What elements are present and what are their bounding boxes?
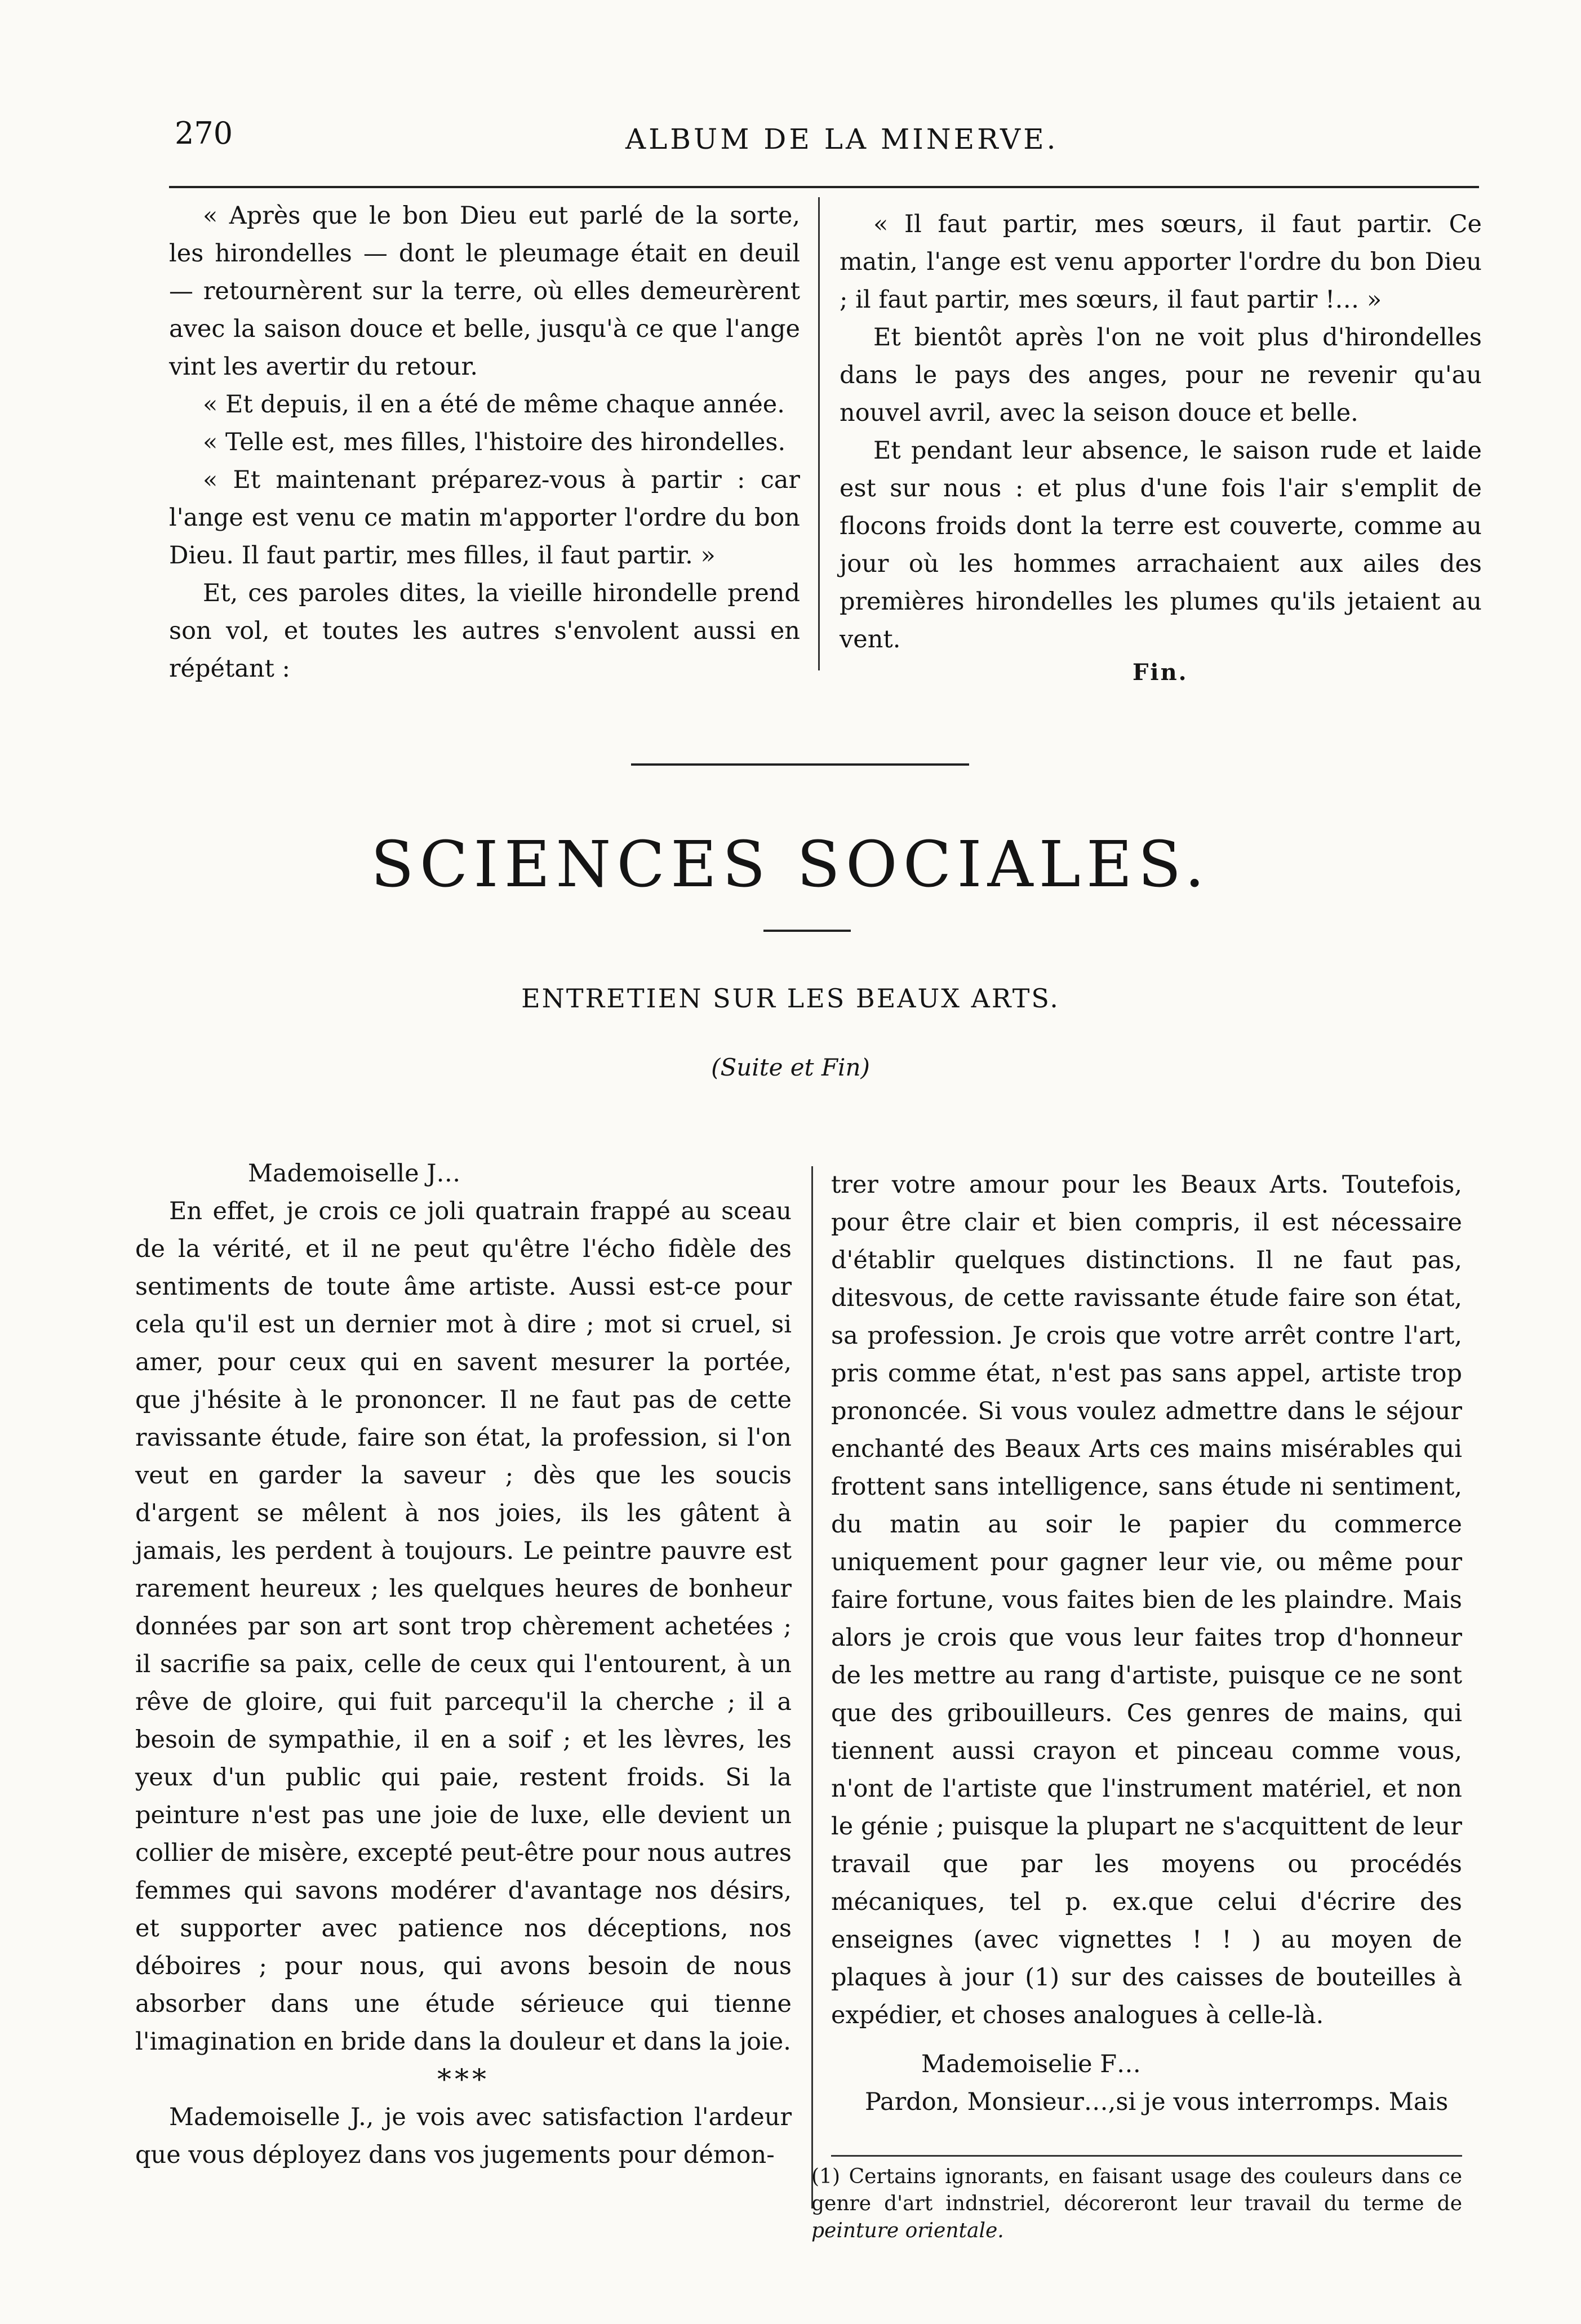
dialogue-paragraph: En effet, je crois ce joli quatrain frappé au sceau de la vérité, et il ne peut qu'être l'écho fidèle des sentiments de toute âme artiste. Aussi est-ce pour cela qu'il est un dernier mot à dire ; mot si cruel, si amer, pour ceux qui en savent mesurer la portée, que j'hésite à le prononcer. Il ne faut pas de cette ravissante étude, faire son état, la profession, si l'on veut en garder la saveur ; dès que les soucis d'argent se mêlent à nos joies, ils les gâtent à jamais, les perdent à toujours. Le peintre pauvre est rarement heureux ; les quelques heures de bonheur données par son art sont trop chèrement achetées ; il sacrifie sa paix, celle de ceux qui l'entourent, à un rêve de gloire, qui fuit parcequ'il la cherche ; il a besoin de sympathie, il en a soif ; et les lèvres, les yeux d'un public qui paie, restent froids. Si la peinture n'est pas une joie de luxe, elle devient un collier de misère, excepté peut-être pour nous autres femmes qui savons modérer d'avantage nos désirs, et supporter avec patience nos déceptions, nos déboires ; pour nous, qui avons besoin de nous absorber dans une étude sérieuce qui tienne l'imagination en bride dans la douleur et dans la joie. [135, 1197, 792, 2056]
story-paragraph: « Et depuis, il en a été de même chaque année. [203, 390, 785, 419]
column-divider [818, 197, 820, 670]
fin-label: Fin. [1133, 659, 1188, 686]
story-paragraph: « Et maintenant préparez-vous à partir : car l'ange est venu ce matin m'apporter l'ordre du bon Dieu. Il faut partir, mes filles, il faut partir. » [169, 466, 800, 570]
footnote [811, 2163, 1462, 2245]
story-right-column [840, 206, 1482, 659]
story-paragraph: Et bientôt après l'on ne voit plus d'hirondelles dans le pays des anges, pour ne revenir qu'au nouvel avril, avec la seison douce et belle. [840, 323, 1482, 427]
article-subtitle: ENTRETIEN SUR LES BEAUX ARTS. [521, 983, 1060, 1014]
suite-note: (Suite et Fin) [711, 1054, 870, 1081]
speaker-name: Mademoiselie F… [921, 2050, 1142, 2078]
dialogue-left-column [135, 1155, 792, 2174]
section-separator [631, 763, 969, 766]
section-title: SCIENCES SOCIALES. [370, 828, 1211, 901]
header-rule [169, 186, 1479, 188]
speaker-name: Mademoiselle J… [248, 1159, 461, 1188]
running-title: ALBUM DE LA MINERVE. [625, 123, 1059, 155]
story-paragraph: Et pendant leur absence, le saison rude et laide est sur nous : et plus d'une fois l'air s'emplit de flocons froids dont la terre est couverte, comme au jour où les hommes arrachaient aux ailes des premières hirondelles les plumes qu'ils jetaient au vent. [840, 437, 1482, 654]
story-paragraph: « Après que le bon Dieu eut parlé de la sorte, les hirondelles — dont le pleumage était en deuil — retournèrent sur la terre, où elles demeurèrent avec la saison douce et belle, jusqu'à ce que l'ange vint les avertir du retour. [169, 202, 800, 381]
footnote-text: (1) Certains ignorants, en faisant usage des couleurs dans ce genre d'art indnstriel, décoreront leur travail du terme de [811, 2165, 1462, 2215]
story-left-column [169, 197, 800, 688]
footnote-rule [831, 2155, 1462, 2157]
dialogue-right-column [831, 1166, 1462, 2121]
asterism: *** [437, 2063, 490, 2096]
column-divider [811, 1166, 813, 2209]
dialogue-paragraph: trer votre amour pour les Beaux Arts. Toutefois, pour être clair et bien compris, il est nécessaire d'établir quelques distinctions. Il ne faut pas, ditesvous, de cette ravissante étude faire son état, sa profession. Je crois que votre arrêt contre l'art, pris comme état, n'est pas sans appel, artiste trop prononcée. Si vous voulez admettre dans le séjour enchanté des Beaux Arts ces mains misérables qui frottent sans intelligence, sans étude ni sentiment, du matin au soir le papier du commerce uniquement pour gagner leur vie, ou même pour faire fortune, vous faites bien de les plaindre. Mais alors je crois que vous leur faites trop d'honneur de les mettre au rang d'artiste, puisque ce ne sont que des gribouilleurs. Ces genres de mains, qui tiennent aussi crayon et pinceau comme vous, n'ont de l'artiste que l'instrument matériel, et non le génie ; puisque la plupart ne s'acquittent de leur travail que par les moyens ou procédés mécaniques, tel p. ex.que celui d'écrire des enseignes (avec vignettes ! ! ) au moyen de plaques à jour (1) sur des caisses de bouteilles à expédier, et choses analogues à celle-là. [831, 1171, 1462, 2029]
dialogue-paragraph: Pardon, Monsieur…,si je vous interromps. Mais [865, 2088, 1449, 2116]
dialogue-paragraph: Mademoiselle J., je vois avec satisfaction l'ardeur que vous déployez dans vos jugements pour démon- [135, 2103, 792, 2169]
title-rule [763, 930, 851, 932]
footnote-italic: peinture orientale. [811, 2219, 1004, 2242]
page-number: 270 [175, 115, 233, 151]
story-paragraph: Et, ces paroles dites, la vieille hirondelle prend son vol, et toutes les autres s'envolent aussi en répétant : [169, 579, 800, 683]
story-paragraph: « Il faut partir, mes sœurs, il faut partir. Ce matin, l'ange est venu apporter l'ordre du bon Dieu ; il faut partir, mes sœurs, il faut partir !… » [840, 210, 1482, 314]
story-paragraph: « Telle est, mes filles, l'histoire des hirondelles. [203, 428, 786, 456]
